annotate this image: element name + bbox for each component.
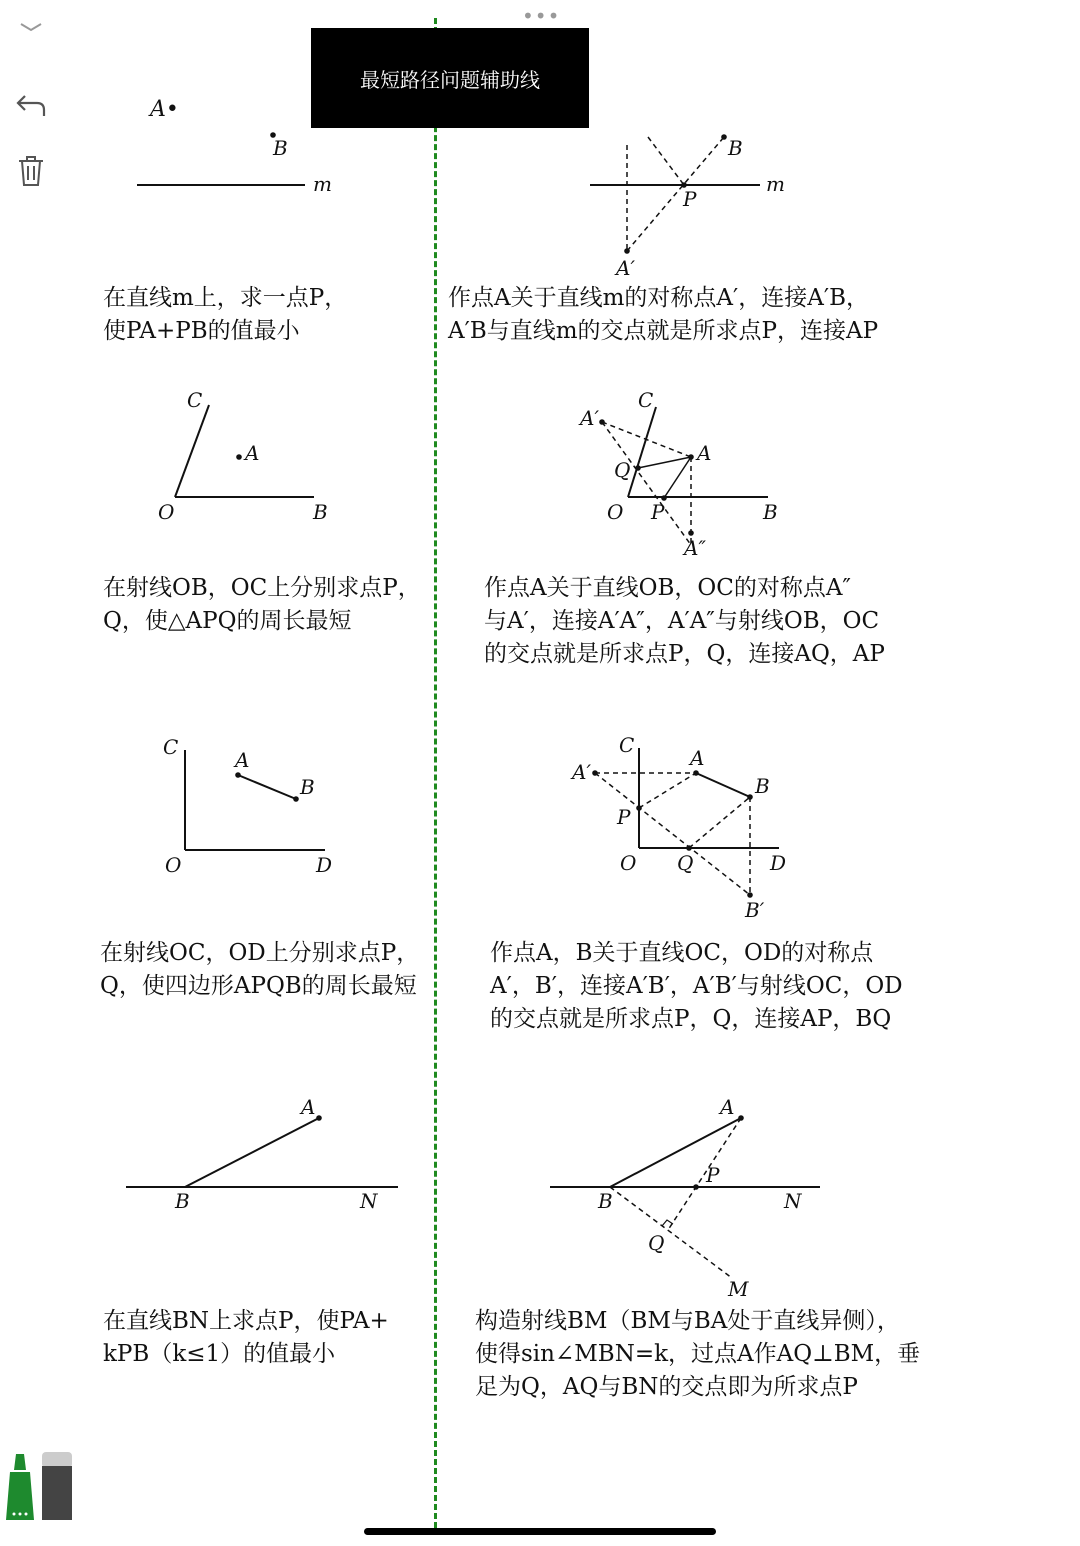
text-line: 作点A，B关于直线OC，OD的对称点 [490, 940, 874, 966]
segment-ab [238, 775, 296, 799]
label-p: P [706, 1163, 720, 1187]
more-icon[interactable]: ••• [522, 4, 561, 28]
point-a [316, 1115, 322, 1121]
label-q: Q [614, 458, 631, 482]
point-b-prime [747, 892, 753, 898]
label-a: A [235, 748, 250, 772]
solution-text-4 [475, 1305, 920, 1404]
trash-icon [16, 154, 46, 188]
label-b: B [728, 136, 743, 160]
point-a-prime [592, 770, 598, 776]
label-b: B [755, 774, 770, 798]
segment-pa [639, 773, 696, 808]
text-line: 在射线OB，OC上分别求点P， [103, 575, 421, 601]
label-a-prime: A′ [580, 406, 599, 430]
label-d: D [316, 853, 333, 877]
text-line: 使得sin∠MBN=k，过点A作AQ⊥BM，垂 [475, 1341, 921, 1367]
text-line: 在射线OC，OD上分别求点P， [100, 940, 420, 966]
label-o: O [620, 851, 637, 875]
ray-bm [610, 1187, 732, 1278]
label-b: B [763, 500, 778, 524]
label-n: N [360, 1189, 378, 1213]
point-p [693, 1184, 699, 1190]
text-line: 作点A关于直线m的对称点A′，连接A′B， [448, 285, 869, 311]
segment-a1-b1 [595, 773, 750, 895]
delete-button[interactable] [14, 154, 48, 188]
green-marker-icon [2, 1450, 38, 1522]
text-line: 使PA+PB的值最小 [103, 318, 300, 344]
label-a: A [697, 441, 712, 465]
label-q: Q [648, 1231, 665, 1255]
green-dashed-divider [434, 18, 437, 1528]
text-line: Q，使四边形APQB的周长最短 [100, 973, 417, 999]
segment-ap [648, 137, 684, 185]
label-b: B [175, 1189, 190, 1213]
title-banner [311, 28, 589, 128]
undo-icon [15, 90, 47, 120]
collapse-button[interactable] [14, 10, 48, 44]
segment-qb [689, 797, 750, 848]
point-a-prime [599, 419, 605, 425]
figure-1-problem [120, 90, 350, 200]
label-a: A [720, 1095, 735, 1119]
problem-text-2 [103, 572, 421, 638]
solution-text-3 [490, 937, 903, 1036]
segment-aq [668, 1118, 741, 1230]
point-q [686, 845, 692, 851]
chevron-down-icon [17, 17, 45, 37]
point-p [636, 805, 642, 811]
segment-ap [664, 457, 691, 498]
text-line: Q，使△APQ的周长最短 [103, 608, 352, 634]
figure-4-problem [115, 1090, 415, 1220]
segment-aq [638, 457, 691, 468]
text-line: A′B与直线m的交点就是所求点P，连接AP [448, 318, 879, 344]
label-b-prime: B′ [745, 898, 765, 922]
label-a-prime: A′ [616, 256, 635, 280]
eraser-tool[interactable] [41, 1452, 73, 1520]
text-line: A′，B′，连接A′B′，A′B′与射线OC，OD [490, 973, 903, 999]
figure-4-solution [540, 1090, 840, 1305]
label-m: m [313, 172, 332, 196]
label-b: B [273, 136, 288, 160]
ray-oc [175, 405, 209, 497]
label-b: B [598, 1189, 613, 1213]
segment-ba [185, 1118, 319, 1187]
label-c: C [638, 388, 654, 412]
text-line: 足为Q，AQ与BN的交点即为所求点P [475, 1374, 858, 1400]
problem-text-3 [100, 937, 419, 1003]
label-q: Q [677, 851, 694, 875]
marker-tool[interactable] [2, 1450, 38, 1522]
point-b [721, 134, 727, 140]
text-line: kPB（k≤1）的值最小 [103, 1341, 336, 1367]
figure-2-problem [150, 385, 330, 525]
label-b: B [313, 500, 328, 524]
text-line: 在直线m上，求一点P， [103, 285, 348, 311]
point-a [236, 454, 242, 460]
eraser-icon [41, 1452, 73, 1520]
point-a-prime [624, 248, 630, 254]
segment-ba [610, 1118, 741, 1187]
text-line: 构造射线BM（BM与BA处于直线异侧）， [475, 1308, 900, 1334]
point-a [235, 772, 241, 778]
figure-2-solution [570, 385, 790, 560]
label-a-dot: A• [150, 97, 179, 122]
problem-text-1 [103, 282, 347, 348]
label-c: C [163, 735, 179, 759]
label-d: D [770, 851, 787, 875]
label-p: P [683, 187, 697, 211]
text-line: 在直线BN上求点P，使PA+ [103, 1308, 389, 1334]
label-c: C [619, 733, 635, 757]
point-q [635, 465, 641, 471]
undo-button[interactable] [14, 88, 48, 122]
label-o: O [165, 853, 182, 877]
text-line: 的交点就是所求点P，Q，连接AP，BQ [490, 1006, 892, 1032]
figure-3-problem [155, 730, 345, 880]
point-a-double-prime [688, 530, 694, 536]
problem-text-4 [103, 1305, 389, 1371]
label-o: O [607, 500, 624, 524]
segment-a1b [627, 137, 724, 251]
point-b [747, 794, 753, 800]
solution-text-1 [448, 282, 878, 348]
label-m: m [766, 172, 785, 196]
label-a: A [301, 1095, 316, 1119]
text-line: 的交点就是所求点P，Q，连接AQ，AP [484, 641, 885, 667]
figure-3-solution [565, 730, 795, 925]
point-a [693, 770, 699, 776]
segment-ab [696, 773, 750, 797]
text-line: 与A′，连接A′A″，A′A″与射线OB，OC [484, 608, 880, 634]
solution-text-2 [484, 572, 885, 671]
point-a [738, 1115, 744, 1121]
ray-oc [628, 407, 656, 497]
page-title: 最短路径问题辅助线 [360, 67, 540, 92]
label-m: M [728, 1277, 749, 1301]
label-b: B [300, 775, 315, 799]
point-b [293, 796, 299, 802]
label-p: P [651, 500, 665, 524]
label-a-double-prime: A″ [684, 536, 706, 560]
label-a: A [690, 746, 705, 770]
point-a [688, 454, 694, 460]
home-indicator[interactable] [364, 1528, 716, 1535]
label-c: C [187, 388, 203, 412]
figure-1-solution [580, 125, 810, 285]
text-line: 作点A关于直线OB，OC的对称点A″ [484, 575, 852, 601]
label-n: N [784, 1189, 802, 1213]
label-p: P [617, 805, 631, 829]
label-a: A [245, 441, 260, 465]
label-o: O [158, 500, 175, 524]
label-a-prime: A′ [572, 760, 591, 784]
